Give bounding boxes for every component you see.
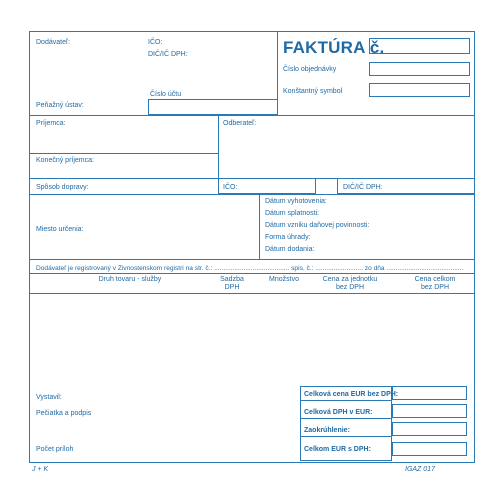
final-recipient-label: Konečný príjemca: [36, 157, 94, 164]
register-bottom-line [29, 273, 475, 274]
order-number-field[interactable] [369, 62, 470, 76]
column-total-header: Cena celkom bez DPH [414, 276, 456, 291]
stamp-signature-label: Pečiatka a podpis [36, 410, 92, 417]
rounding-field[interactable] [392, 422, 467, 436]
recipient-separator [29, 153, 219, 154]
account-number-label: Číslo účtu [150, 91, 182, 98]
total-with-vat-field[interactable] [392, 442, 467, 456]
attachments-label: Počet príloh [36, 446, 74, 453]
destination-label: Miesto určenia: [36, 226, 84, 233]
account-number-field[interactable] [148, 99, 278, 115]
customer-ico-field[interactable] [218, 178, 316, 194]
constant-symbol-field[interactable] [369, 83, 470, 97]
customer-dic-field[interactable] [337, 178, 475, 194]
totals-row-line-3 [300, 436, 392, 437]
totals-row-line-2 [300, 418, 392, 419]
total-vat-field[interactable] [392, 404, 467, 418]
register-text: Dodávateľ je registrovaný v Živnostenskom registri na str. č.: ......................................... spis. č.: .......................... zo dňa .......................................... [36, 265, 464, 272]
form-code: IGAZ 017 [405, 466, 435, 473]
constant-symbol-label: Konštantný symbol [283, 88, 343, 95]
printer-mark: J + K [32, 466, 49, 473]
dates-vertical-divider [259, 194, 260, 259]
customer-dic-label: DIČ/IČ DPH: [343, 184, 383, 191]
due-date-label: Dátum splatnosti: [265, 210, 320, 217]
order-number-label: Číslo objednávky [283, 66, 337, 73]
header-bottom-line [29, 115, 475, 116]
total-without-vat-label: Celková cena EUR bez DPH: [304, 391, 399, 398]
rounding-label: Zaokrúhlenie: [304, 427, 350, 434]
invoice-title: FAKTÚRA č. [283, 38, 385, 57]
column-item-header: Druh tovaru - služby [98, 276, 162, 283]
date-issued-label: Dátum vyhotovenia: [265, 198, 327, 205]
bank-label: Peňažný ústav: [36, 102, 84, 109]
tax-date-label: Dátum vzniku daňovej povinnosti: [265, 222, 370, 229]
totals-row-line-1 [300, 400, 392, 401]
column-qty-header: Množstvo [269, 276, 299, 283]
supplier-dic-label: DIČ/IČ DPH: [148, 51, 188, 58]
issued-by-label: Vystavil: [36, 394, 62, 401]
invoice-number-field[interactable] [369, 38, 470, 54]
total-without-vat-field[interactable] [392, 386, 467, 400]
payment-form-label: Forma úhrady: [265, 234, 311, 241]
table-header-bottom-line [29, 293, 475, 294]
transport-label: Spôsob dopravy: [36, 184, 89, 191]
dates-bottom-line [29, 259, 475, 260]
supplier-ico-label: IČO: [148, 39, 163, 46]
customer-label: Odberateľ: [223, 120, 257, 127]
total-with-vat-label: Celkom EUR s DPH: [304, 446, 371, 453]
total-vat-label: Celková DPH v EUR: [304, 409, 373, 416]
customer-ico-label: IČO: [223, 184, 238, 191]
delivery-date-label: Dátum dodania: [265, 246, 315, 253]
column-unit-price-header: Cena za jednotku bez DPH [322, 276, 378, 291]
column-rate-header: Sadzba DPH [220, 276, 244, 291]
transport-bottom-line [29, 194, 475, 195]
supplier-label: Dodávateľ: [36, 39, 70, 46]
recipient-label: Príjemca: [36, 120, 66, 127]
